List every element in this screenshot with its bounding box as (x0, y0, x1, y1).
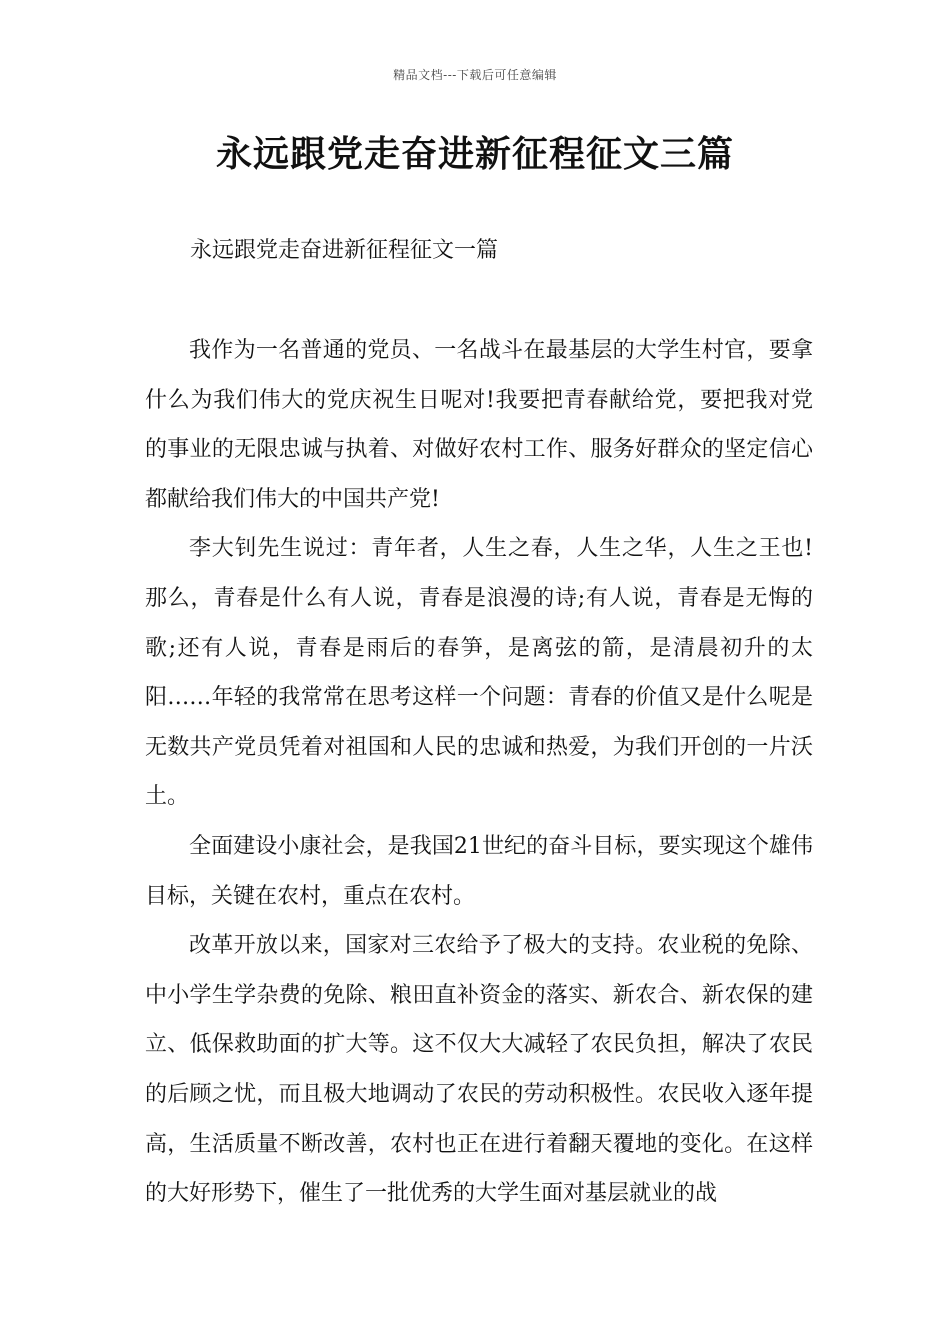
paragraph: 我作为一名普通的党员、一名战斗在最基层的大学生村官，要拿什么为我们伟大的党庆祝生日呢对!我要把青春献给党，要把我对党的事业的无限忠诚与执着、对做好农村工作、服务好群众的坚定信心都献给我们伟大的中国共产党! (145, 338, 813, 512)
document-title: 永远跟党走奋进新征程征文三篇 (215, 133, 734, 175)
section-subtitle: 永远跟党走奋进新征程征文一篇 (190, 238, 499, 263)
body-text (145, 326, 813, 1219)
header-note: 精品文档---下载后可任意编辑 (393, 68, 557, 82)
paragraph: 李大钊先生说过：青年者，人生之春，人生之华，人生之王也!那么，青春是什么有人说，青春是浪漫的诗;有人说，青春是无悔的歌;还有人说，青春是雨后的春笋，是离弦的箭，是清晨初升的太阳……年轻的我常常在思考这样一个问题：青春的价值又是什么呢是无数共产党员凭着对祖国和人民的忠诚和热爱，为我们开创的一片沃土。 (145, 536, 813, 810)
paragraph: 改革开放以来，国家对三农给予了极大的支持。农业税的免除、中小学生学杂费的免除、粮田直补资金的落实、新农合、新农保的建立、低保救助面的扩大等。这不仅大大减轻了农民负担，解决了农民的后顾之忧，而且极大地调动了农民的劳动积极性。农民收入逐年提高，生活质量不断改善，农村也正在进行着翻天覆地的变化。在这样的大好形势下，催生了一批优秀的大学生面对基层就业的战 (145, 933, 813, 1207)
paragraph: 全面建设小康社会，是我国21世纪的奋斗目标，要实现这个雄伟目标，关键在农村，重点在农村。 (145, 833, 813, 909)
